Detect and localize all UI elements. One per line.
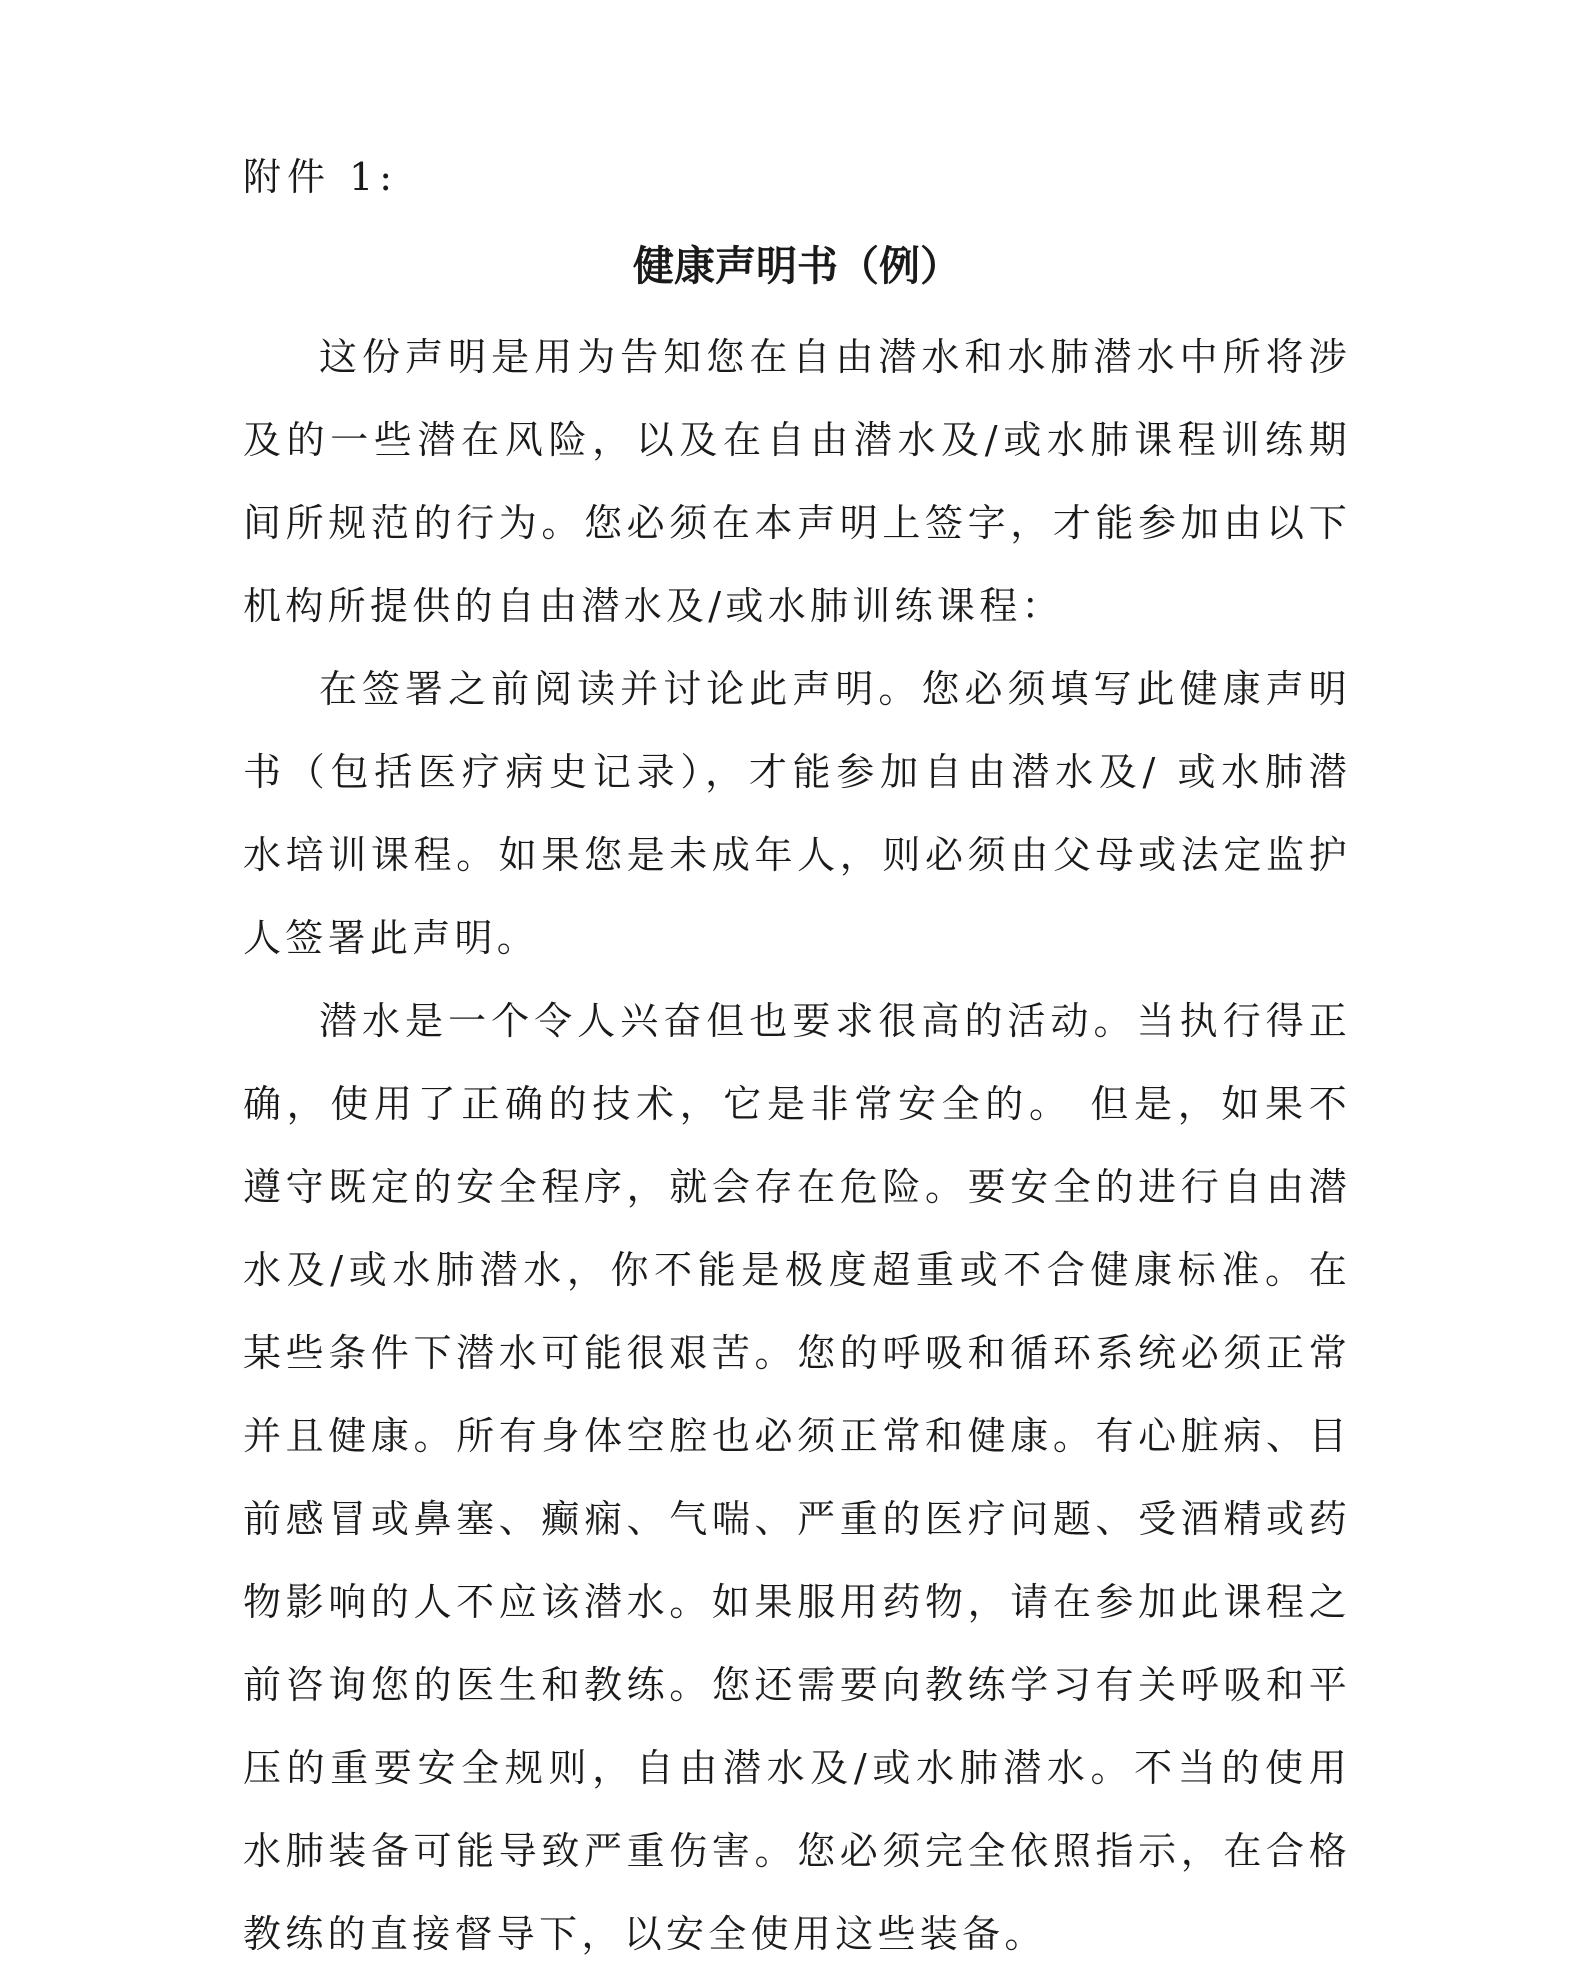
paragraph-signing: 在签署之前阅读并讨论此声明。您必须填写此健康声明书（包括医疗病史记录），才能参加自由潜水及/ 或水肺潜水培训课程。如果您是未成年人，则必须由父母或法定监护人签署此声明。 [243, 667, 1351, 960]
document-body [243, 316, 1351, 1976]
paragraph-risks: 潜水是一个令人兴奋但也要求很高的活动。当执行得正确，使用了正确的技术，它是非常安全的。 但是，如果不遵守既定的安全程序，就会存在危险。要安全的进行自由潜水及/或水肺潜水，你不能是极度超重或不合健康标准。在某些条件下潜水可能很艰苦。您的呼吸和循环系统必须正常并且健康。所有身体空腔也必须正常和健康。有心脏病、目前感冒或鼻塞、癫痫、气喘、严重的医疗问题、受酒精或药物影响的人不应该潜水。如果服用药物，请在参加此课程之前咨询您的医生和教练。您还需要向教练学习有关呼吸和平压的重要安全规则，自由潜水及/或水肺潜水。不当的使用水肺装备可能导致严重伤害。您必须完全依照指示，在合格教练的直接督导下，以安全使用这些装备。 [243, 999, 1351, 1956]
annex-label: 附件 1: [243, 155, 399, 199]
document-title: 健康声明书（例） [633, 242, 961, 290]
paragraph-purpose: 这份声明是用为告知您在自由潜水和水肺潜水中所将涉及的一些潜在风险，以及在自由潜水及/或水肺课程训练期间所规范的行为。您必须在本声明上签字，才能参加由以下机构所提供的自由潜水及/或水肺训练课程： [243, 335, 1351, 628]
